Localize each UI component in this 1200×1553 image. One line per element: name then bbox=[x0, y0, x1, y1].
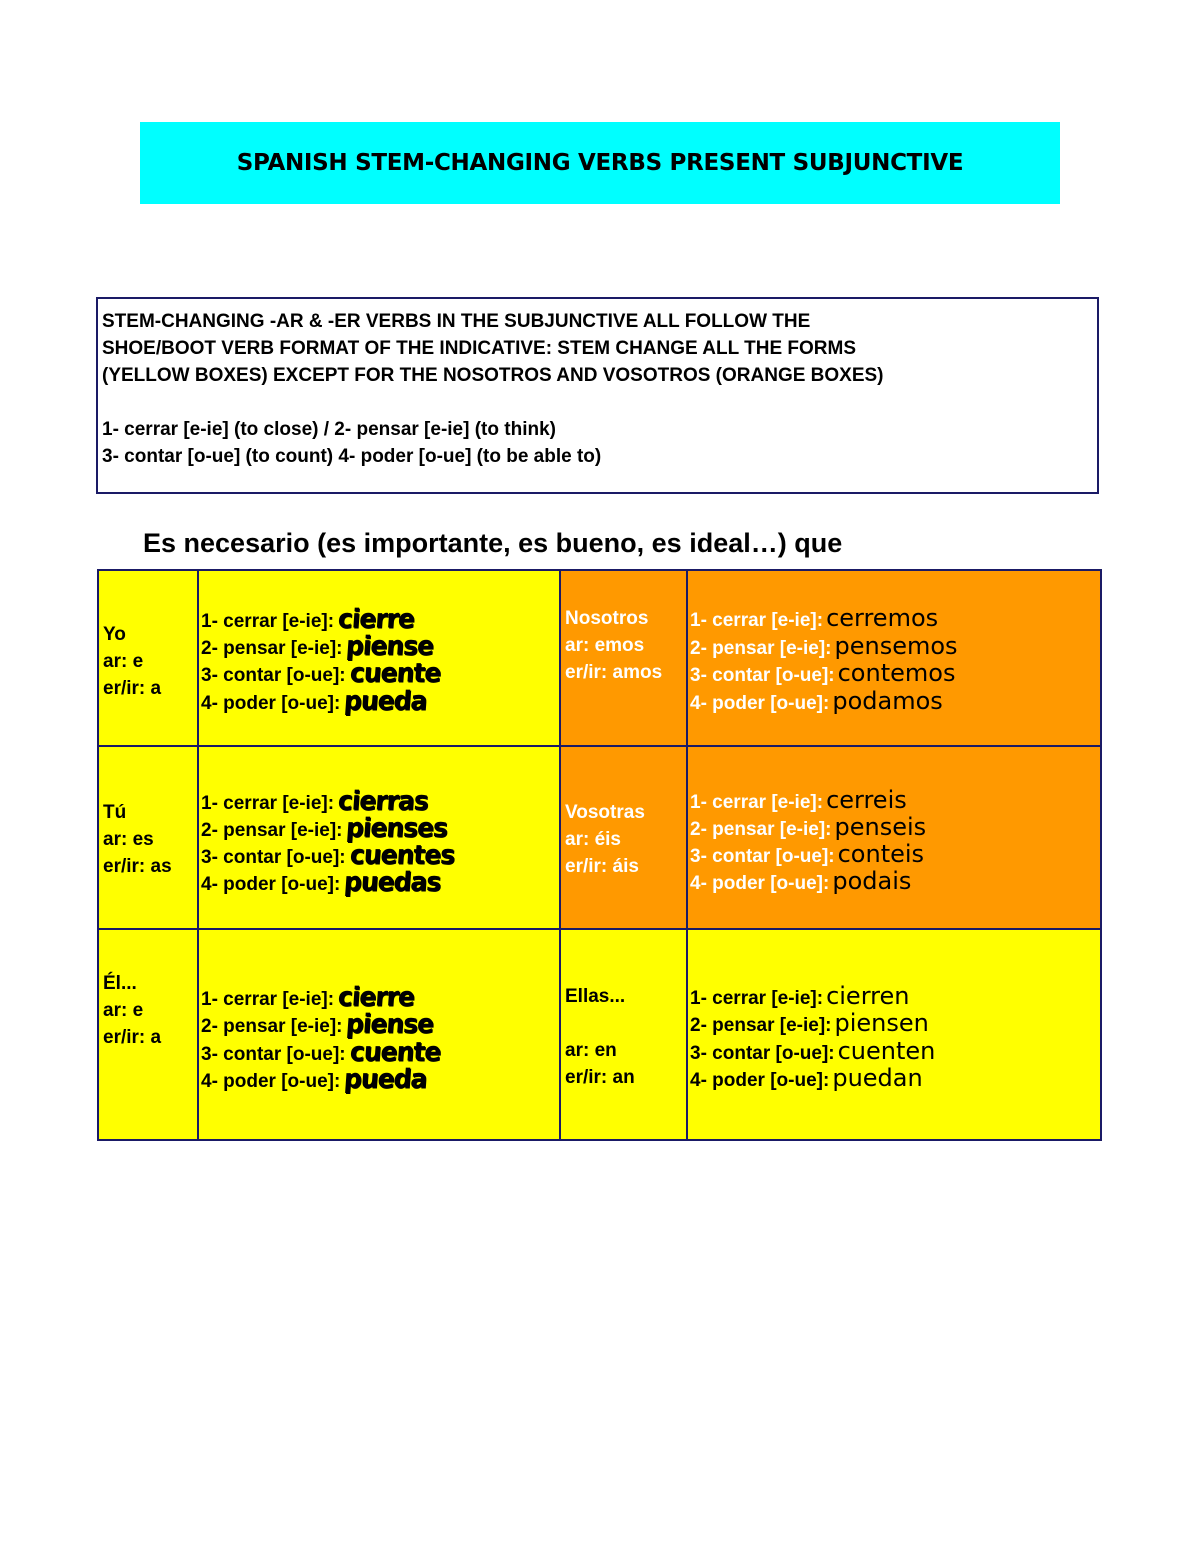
ending-ar: ar: en bbox=[565, 1040, 617, 1061]
answer: cerreis bbox=[826, 786, 907, 814]
verb-line bbox=[690, 983, 909, 1010]
verb-label: 2- pensar [e-ie]: bbox=[201, 1016, 343, 1037]
handwritten-answer: piense bbox=[345, 630, 435, 661]
verb-label: 1- cerrar [e-ie]: bbox=[201, 611, 335, 632]
verb-list bbox=[102, 416, 1097, 470]
ending-erir: er/ir: an bbox=[565, 1067, 635, 1088]
pronoun-label: Vosotras bbox=[565, 802, 645, 823]
handwritten-answer: puedas bbox=[343, 866, 442, 897]
ending-erir: er/ir: as bbox=[103, 856, 172, 877]
verb-line bbox=[201, 841, 454, 868]
verb-label: 3- contar [o-ue]: bbox=[690, 846, 835, 867]
verb-label: 3- contar [o-ue]: bbox=[690, 1043, 835, 1064]
verbs-cell-vosotras bbox=[686, 745, 1102, 930]
verb-label: 2- pensar [e-ie]: bbox=[690, 638, 832, 659]
handwritten-answer: piense bbox=[345, 1008, 435, 1039]
pronoun-cell-vosotras bbox=[559, 745, 688, 930]
answer: pensemos bbox=[834, 632, 958, 660]
verbs-cell-el bbox=[197, 928, 561, 1141]
verb-line bbox=[201, 659, 440, 686]
handwritten-answer: cierre bbox=[336, 981, 416, 1012]
handwritten-answer: pueda bbox=[343, 685, 428, 716]
verb-label: 3- contar [o-ue]: bbox=[690, 665, 835, 686]
ending-ar: ar: e bbox=[103, 651, 144, 672]
intro-line: (YELLOW BOXES) EXCEPT FOR THE NOSOTROS AND VOSOTROS (ORANGE BOXES) bbox=[102, 365, 884, 386]
verb-line bbox=[690, 841, 924, 868]
answer: cerremos bbox=[826, 604, 939, 632]
verb-line bbox=[201, 868, 441, 895]
ending-ar: ar: éis bbox=[565, 829, 621, 850]
verb-label: 3- contar [o-ue]: bbox=[201, 665, 346, 686]
pronoun-label: Él... bbox=[103, 973, 137, 994]
pronoun-cell-ellas bbox=[559, 928, 688, 1141]
answer: piensen bbox=[834, 1009, 929, 1037]
pronoun-cell-el bbox=[97, 928, 199, 1141]
verb-line bbox=[690, 868, 911, 895]
verb-line bbox=[690, 633, 958, 660]
verb-line bbox=[201, 605, 414, 632]
verbs-cell-yo bbox=[197, 569, 561, 747]
verb-label: 1- cerrar [e-ie]: bbox=[690, 988, 824, 1009]
verb-label: 1- cerrar [e-ie]: bbox=[690, 610, 824, 631]
answer: penseis bbox=[834, 813, 927, 841]
verb-line bbox=[201, 632, 434, 659]
verb-label: 2- pensar [e-ie]: bbox=[201, 638, 343, 659]
pronoun-cell-yo bbox=[97, 569, 199, 747]
verb-label: 3- contar [o-ue]: bbox=[201, 847, 346, 868]
verb-label: 1- cerrar [e-ie]: bbox=[690, 792, 824, 813]
handwritten-answer: cuente bbox=[348, 657, 441, 688]
verb-label: 2- pensar [e-ie]: bbox=[690, 819, 832, 840]
handwritten-answer: cierre bbox=[336, 603, 416, 634]
verb-label: 3- contar [o-ue]: bbox=[201, 1044, 346, 1065]
verb-line bbox=[690, 1065, 923, 1092]
answer: conteis bbox=[837, 840, 925, 868]
verb-line bbox=[201, 1038, 440, 1065]
pronoun-cell-nosotros bbox=[559, 569, 688, 747]
title-banner bbox=[140, 122, 1060, 204]
verb-label: 4- poder [o-ue]: bbox=[201, 874, 341, 895]
handwritten-answer: cuentes bbox=[348, 839, 455, 870]
pronoun-label: Yo bbox=[103, 624, 126, 645]
verb-line bbox=[201, 1010, 434, 1037]
pronoun-label: Tú bbox=[103, 802, 127, 823]
verb-line bbox=[201, 787, 428, 814]
pronoun-label: Nosotros bbox=[565, 608, 649, 629]
lead-phrase: Es necesario (es importante, es bueno, es ideal…) que bbox=[143, 528, 843, 558]
ending-erir: er/ir: áis bbox=[565, 856, 639, 877]
verb-list-line: 3- contar [o-ue] (to count) 4- poder [o-ue] (to be able to) bbox=[102, 446, 602, 467]
handwritten-answer: cierras bbox=[336, 785, 429, 816]
handwritten-answer: pienses bbox=[345, 812, 449, 843]
handwritten-answer: pueda bbox=[343, 1063, 428, 1094]
verb-line bbox=[690, 814, 926, 841]
ending-erir: er/ir: amos bbox=[565, 662, 663, 683]
intro-line: SHOE/BOOT VERB FORMAT OF THE INDICATIVE: STEM CHANGE ALL THE FORMS bbox=[102, 338, 857, 359]
verb-line bbox=[690, 688, 943, 715]
verbs-cell-ellas bbox=[686, 928, 1102, 1141]
verb-label: 4- poder [o-ue]: bbox=[690, 1070, 830, 1091]
answer: contemos bbox=[837, 659, 956, 687]
answer: podamos bbox=[832, 687, 943, 715]
conjugation-grid bbox=[97, 569, 1102, 1141]
ending-erir: er/ir: a bbox=[103, 1027, 162, 1048]
verb-label: 4- poder [o-ue]: bbox=[690, 693, 830, 714]
verb-label: 2- pensar [e-ie]: bbox=[690, 1015, 832, 1036]
answer: cierren bbox=[826, 982, 910, 1010]
answer: cuenten bbox=[837, 1037, 936, 1065]
verb-label: 2- pensar [e-ie]: bbox=[201, 820, 343, 841]
verb-line bbox=[201, 1065, 427, 1092]
verb-line bbox=[201, 814, 447, 841]
verb-label: 4- poder [o-ue]: bbox=[201, 1071, 341, 1092]
verb-line bbox=[690, 660, 955, 687]
answer: puedan bbox=[832, 1064, 923, 1092]
handwritten-answer: cuente bbox=[348, 1036, 441, 1067]
verb-line bbox=[690, 1038, 935, 1065]
verb-line bbox=[201, 983, 414, 1010]
ending-ar: ar: emos bbox=[565, 635, 645, 656]
verb-line bbox=[201, 687, 427, 714]
intro-line: STEM-CHANGING -AR & -ER VERBS IN THE SUBJUNCTIVE ALL FOLLOW THE bbox=[102, 311, 811, 332]
verb-label: 1- cerrar [e-ie]: bbox=[201, 793, 335, 814]
ending-ar: ar: es bbox=[103, 829, 154, 850]
verbs-cell-tu bbox=[197, 745, 561, 930]
verb-line bbox=[690, 1010, 929, 1037]
verb-label: 1- cerrar [e-ie]: bbox=[201, 989, 335, 1010]
pronoun-label: Ellas... bbox=[565, 986, 626, 1007]
verb-line bbox=[690, 605, 938, 632]
verbs-cell-nosotros bbox=[686, 569, 1102, 747]
pronoun-cell-tu bbox=[97, 745, 199, 930]
verb-label: 4- poder [o-ue]: bbox=[690, 873, 830, 894]
page-title: SPANISH STEM-CHANGING VERBS PRESENT SUBJUNCTIVE bbox=[236, 150, 964, 176]
answer: podais bbox=[832, 867, 912, 895]
verb-label: 4- poder [o-ue]: bbox=[201, 693, 341, 714]
verb-line bbox=[690, 787, 907, 814]
ending-erir: er/ir: a bbox=[103, 678, 162, 699]
ending-ar: ar: e bbox=[103, 1000, 144, 1021]
intro-box bbox=[96, 297, 1099, 494]
verb-list-line: 1- cerrar [e-ie] (to close) / 2- pensar [e-ie] (to think) bbox=[102, 419, 556, 440]
